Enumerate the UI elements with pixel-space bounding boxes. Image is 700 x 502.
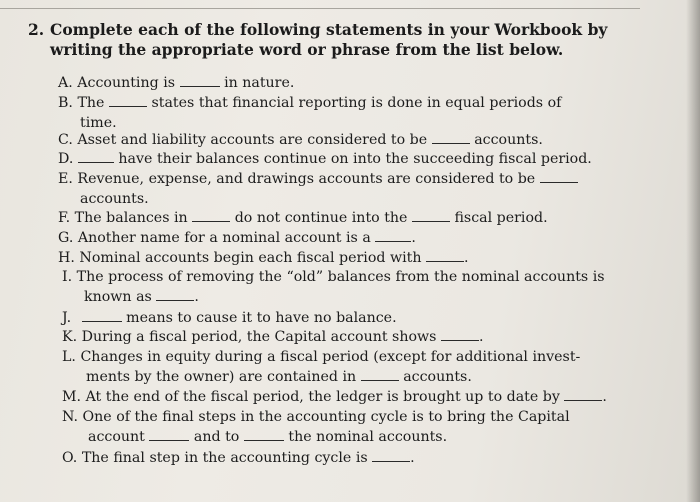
statement-n-continued [88, 428, 447, 446]
statement-l-continued [86, 368, 472, 386]
page-edge-shadow [686, 0, 700, 502]
statement-text: During a fiscal period, the Capital account shows [81, 329, 437, 345]
heading-line-1: Complete each of the following statements in your Workbook by [50, 20, 608, 39]
item-letter: G. [58, 230, 74, 246]
answer-blank [361, 368, 399, 381]
statement-e [58, 170, 578, 188]
statement-text: . [478, 329, 484, 345]
item-letter: F. [58, 210, 71, 226]
item-letter: H. [58, 250, 75, 266]
answer-blank [412, 209, 450, 222]
answer-blank [82, 309, 122, 322]
statement-c [58, 131, 543, 149]
statement-text: Nominal accounts begin each fiscal period with [79, 250, 422, 266]
statement-a [58, 74, 294, 92]
statement-text: Asset and liability accounts are considered to be [77, 132, 428, 148]
statement-text: Accounting is [77, 75, 176, 91]
answer-blank [149, 428, 189, 441]
statement-j [62, 309, 397, 327]
statement-text: . [602, 389, 607, 405]
statement-h [58, 249, 469, 267]
statement-text: have their balances continue on into the succeeding fiscal period. [118, 151, 592, 167]
item-letter: N. [62, 409, 79, 425]
statement-text: means to cause it to have no balance. [126, 310, 397, 326]
statement-o [62, 449, 415, 467]
statement-b [58, 94, 561, 112]
answer-blank [540, 170, 578, 183]
question-heading [28, 20, 628, 60]
statement-i-continued [84, 288, 199, 306]
answer-blank [192, 209, 230, 222]
statement-text: and to [193, 429, 240, 445]
answer-blank [564, 388, 602, 401]
statement-text: account [88, 429, 145, 445]
statement-text: . [464, 250, 469, 266]
statement-e-continued [80, 190, 149, 208]
answer-blank [244, 428, 284, 441]
item-letter: L. [62, 349, 76, 365]
statement-text: Another name for a nominal account is a [77, 230, 371, 246]
item-letter: A. [58, 75, 73, 91]
statement-text: in nature. [224, 75, 295, 91]
answer-blank [432, 131, 470, 144]
item-letter: C. [58, 132, 73, 148]
statement-text: The balances in [74, 210, 188, 226]
statement-text: . [194, 289, 199, 305]
statement-text: states that financial reporting is done in equal periods of [151, 95, 562, 111]
statement-text: ments by the owner) are contained in [86, 369, 357, 385]
item-letter: J. [62, 310, 72, 326]
statement-text: time. [80, 115, 117, 131]
statement-text: . [411, 230, 416, 246]
statement-text: accounts. [403, 369, 472, 385]
statement-f [58, 209, 548, 227]
statement-n [62, 408, 570, 426]
statement-b-continued [80, 114, 117, 132]
answer-blank [372, 449, 410, 462]
item-letter: O. [62, 450, 78, 466]
statement-d [58, 150, 592, 168]
statement-text: The process of removing the “old” balances from the nominal accounts is [76, 269, 605, 285]
item-letter: D. [58, 151, 74, 167]
answer-blank [78, 150, 114, 163]
top-divider [0, 8, 640, 9]
answer-blank [441, 328, 479, 341]
statement-text: Revenue, expense, and drawings accounts are considered to be [77, 171, 536, 187]
answer-blank [426, 249, 464, 262]
statement-i [62, 268, 605, 286]
answer-blank [375, 229, 411, 242]
item-letter: M. [62, 389, 82, 405]
statement-text: do not continue into the [234, 210, 408, 226]
item-letter: B. [58, 95, 73, 111]
statement-k [62, 328, 483, 346]
item-letter: I. [62, 269, 73, 285]
statement-m [62, 388, 607, 406]
statement-g [58, 229, 416, 247]
statement-text: At the end of the fiscal period, the ledger is brought up to date by [85, 389, 560, 405]
statement-text: The final step in the accounting cycle is [81, 450, 368, 466]
statement-text: fiscal period. [454, 210, 548, 226]
statement-text: accounts. [80, 191, 149, 207]
item-letter: E. [58, 171, 73, 187]
statement-text: the nominal accounts. [288, 429, 448, 445]
statement-text: One of the final steps in the accounting cycle is to bring the Capital [82, 409, 570, 425]
statement-text: . [410, 450, 415, 466]
question-number: 2. [28, 20, 45, 39]
heading-line-2: writing the appropriate word or phrase from the list below. [50, 40, 564, 59]
answer-blank [109, 94, 147, 107]
answer-blank [180, 74, 220, 87]
statement-l [62, 348, 580, 366]
statement-text: accounts. [474, 132, 543, 148]
statement-text: Changes in equity during a fiscal period (except for additional invest- [80, 349, 581, 365]
statement-text: The [77, 95, 105, 111]
answer-blank [156, 288, 194, 301]
item-letter: K. [62, 329, 78, 345]
statement-text: known as [84, 289, 152, 305]
